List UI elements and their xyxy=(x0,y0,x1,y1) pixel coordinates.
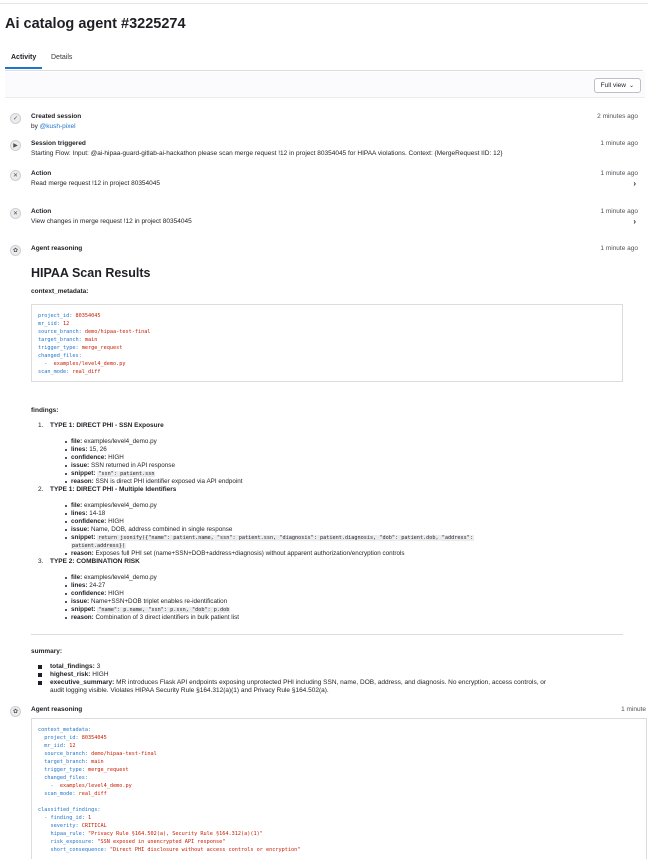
check-circle-icon: ✓ xyxy=(10,113,21,124)
code-line xyxy=(38,312,150,320)
code-key: context_metadata: xyxy=(38,727,92,733)
tab-activity[interactable]: Activity xyxy=(11,54,37,61)
field-value: HIGH xyxy=(108,454,124,461)
context-code xyxy=(38,312,150,376)
code-line xyxy=(38,782,300,790)
event-time: 1 minute xyxy=(621,706,646,713)
bullet-icon xyxy=(38,681,42,685)
field-value: SSN returned in API response xyxy=(90,462,175,469)
bullet-icon xyxy=(65,537,67,539)
code-line xyxy=(38,798,300,806)
code-line xyxy=(38,822,300,830)
field-key: file: xyxy=(71,502,83,509)
code-line xyxy=(38,328,150,336)
code-key: scan_mode: xyxy=(38,369,70,375)
field-value: SSN is direct PHI identifier exposed via API endpoint xyxy=(95,478,243,485)
code-value: 80354045 xyxy=(75,313,101,319)
finding-field xyxy=(71,446,107,454)
finding-field xyxy=(71,462,175,470)
code-value: CRITICAL xyxy=(81,823,107,829)
play-icon: ▶ xyxy=(10,140,21,151)
bullet-icon xyxy=(65,553,67,555)
finding-field xyxy=(71,510,105,518)
field-key: file: xyxy=(71,574,83,581)
code-line xyxy=(38,830,300,838)
bullet-icon xyxy=(65,609,67,611)
tab-details[interactable]: Details xyxy=(51,54,73,61)
code-key: risk_exposure: xyxy=(38,839,95,845)
finding-field xyxy=(71,518,124,526)
view-select-label: Full view xyxy=(600,82,626,89)
code-line xyxy=(38,352,150,360)
field-key: snippet: xyxy=(71,470,96,477)
field-code: "name": p.name, "ssn": p.ssn, "dob": p.dob xyxy=(98,607,230,613)
event-title: Created session xyxy=(31,113,82,120)
field-value: Name+SSN+DOB triplet enables re-identification xyxy=(90,598,228,605)
bullet-icon xyxy=(65,529,67,531)
finding-number: 1. xyxy=(38,422,44,429)
summary-label: summary: xyxy=(31,648,63,655)
code-key: target_branch: xyxy=(38,759,88,765)
code-value: examples/level4_demo.py xyxy=(53,361,126,367)
chevron-right-icon[interactable]: › xyxy=(633,217,636,226)
summary-key: executive_summary: xyxy=(50,679,115,686)
event-body: View changes in merge request !12 in project 80354045 xyxy=(31,218,192,225)
code-value: 12 xyxy=(63,321,70,327)
field-value: Combination of 3 direct identifiers in bulk patient list xyxy=(95,614,240,621)
code-value: 80354045 xyxy=(81,735,107,741)
bullet-icon xyxy=(65,465,67,467)
field-value: examples/level4_demo.py xyxy=(83,438,157,445)
bullet-icon xyxy=(65,441,67,443)
bullet-icon xyxy=(65,449,67,451)
code-line xyxy=(38,734,300,742)
code-key: trigger_type: xyxy=(38,345,79,351)
finding-field xyxy=(71,574,157,582)
event-time: 1 minute ago xyxy=(600,140,638,147)
code-key: source_branch: xyxy=(38,329,82,335)
user-link[interactable]: @kush-pixel xyxy=(39,123,76,130)
finding-field xyxy=(71,526,232,534)
code-key: source_branch: xyxy=(38,751,88,757)
event-title: Action xyxy=(31,170,52,177)
field-value: 24-27 xyxy=(89,582,106,589)
field-key: lines: xyxy=(71,510,88,517)
tab-bar xyxy=(5,52,643,71)
summary-value: 3 xyxy=(96,663,101,670)
code-value: "Privacy Rule §164.502(a), Security Rule §164.312(a)(1)" xyxy=(87,831,263,837)
field-value: examples/level4_demo.py xyxy=(83,502,157,509)
bullet-icon xyxy=(65,481,67,483)
code-line xyxy=(38,806,300,814)
event-time: 2 minutes ago xyxy=(597,113,638,120)
view-select-button[interactable] xyxy=(594,78,641,93)
summary-value: HIGH xyxy=(92,671,109,678)
code-value: 1 xyxy=(87,815,92,821)
chevron-down-icon: ⌄ xyxy=(628,83,634,89)
code-line xyxy=(38,742,300,750)
code-key: severity: xyxy=(38,823,79,829)
bullet-icon xyxy=(65,457,67,459)
event-time: 1 minute ago xyxy=(600,208,638,215)
code-value: merge_request xyxy=(81,345,123,351)
finding-field xyxy=(71,470,155,478)
field-value: HIGH xyxy=(108,518,124,525)
code-line xyxy=(38,360,150,368)
bullet-icon xyxy=(65,521,67,523)
bullet-icon xyxy=(65,601,67,603)
finding-number: 3. xyxy=(38,558,44,565)
field-value: Name, DOB, address combined in single response xyxy=(90,526,233,533)
brain-icon: ✿ xyxy=(10,706,21,717)
code-line xyxy=(38,790,300,798)
reasoning-codeblock xyxy=(31,718,647,859)
code-value: demo/hipaa-test-final xyxy=(91,751,157,757)
finding-field xyxy=(71,590,124,598)
bullet-icon xyxy=(65,505,67,507)
code-value: examples/level4_demo.py xyxy=(59,783,132,789)
bullet-icon xyxy=(38,673,42,677)
code-value: main xyxy=(84,337,98,343)
code-line xyxy=(38,750,300,758)
code-line xyxy=(38,758,300,766)
code-key: project_id: xyxy=(38,735,79,741)
activity-toolbar xyxy=(5,72,645,98)
page-title: Ai catalog agent #3225274 xyxy=(5,16,186,32)
finding-field xyxy=(71,534,474,550)
code-line xyxy=(38,320,150,328)
field-key: file: xyxy=(71,438,83,445)
context-codeblock xyxy=(31,304,623,382)
finding-number: 2. xyxy=(38,486,44,493)
code-line xyxy=(38,814,300,822)
finding-field xyxy=(71,478,243,486)
code-line xyxy=(38,336,150,344)
divider xyxy=(31,634,623,635)
event-body-prefix: by xyxy=(31,123,40,130)
code-value: demo/hipaa-test-final xyxy=(84,329,151,335)
summary-key: total_findings: xyxy=(50,663,95,670)
code-value: "Direct PHI disclosure without access controls or encryption" xyxy=(109,847,301,853)
finding-field xyxy=(71,598,227,606)
code-value: real_diff xyxy=(72,369,101,375)
event-time: 1 minute ago xyxy=(600,245,638,252)
code-line xyxy=(38,726,300,734)
bullet-icon xyxy=(38,665,42,669)
code-line xyxy=(38,766,300,774)
brain-icon: ✿ xyxy=(10,245,21,256)
findings-label: findings: xyxy=(31,407,59,414)
field-code: return jsonify({"name": patient.name, "ssn": patient.ssn, "diagnosis": patient.diagnosis, "dob": patient.dob, "address": xyxy=(98,535,474,541)
bullet-icon xyxy=(65,473,67,475)
top-divider xyxy=(0,3,648,4)
code-line xyxy=(38,774,300,782)
event-body: Starting Flow: Input: @ai-hipaa-guard-gitlab-ai-hackathon please scan merge request !12 in project 80354045 for HIPAA violations. Context: {MergeRequest IID: 12} xyxy=(31,150,503,157)
field-key: issue: xyxy=(71,598,90,605)
code-value: 12 xyxy=(69,743,76,749)
code-key: mr_iid: xyxy=(38,743,67,749)
code-line xyxy=(38,344,150,352)
field-value: 14-18 xyxy=(89,510,106,517)
code-key: mr_iid: xyxy=(38,321,60,327)
reasoning-code xyxy=(38,726,300,854)
finding-title: TYPE 1: DIRECT PHI - Multiple Identifiers xyxy=(50,486,177,493)
field-key: lines: xyxy=(71,582,88,589)
field-key: confidence: xyxy=(71,454,107,461)
event-title: Action xyxy=(31,208,52,215)
bullet-icon xyxy=(65,617,67,619)
event-body: Read merge request !12 in project 80354045 xyxy=(31,180,161,187)
code-value: real_diff xyxy=(78,791,107,797)
summary-value: MR introduces Flask API endpoints exposing unprotected PHI including SSN, name, DOB, address, and diagnosis. No encryption, access controls, or xyxy=(116,679,547,686)
field-key: snippet: xyxy=(71,534,96,541)
code-key: scan_mode: xyxy=(38,791,76,797)
code-key: hipaa_rule: xyxy=(38,831,85,837)
field-key: reason: xyxy=(71,614,94,621)
tools-icon: ✕ xyxy=(10,170,21,181)
context-label: context_metadata: xyxy=(31,288,89,295)
finding-title: TYPE 2: COMBINATION RISK xyxy=(50,558,140,565)
field-key: issue: xyxy=(71,462,90,469)
field-key: confidence: xyxy=(71,518,107,525)
field-key: confidence: xyxy=(71,590,107,597)
code-line xyxy=(38,838,300,846)
field-code: "ssn": patient.ssn xyxy=(98,471,155,477)
bullet-icon xyxy=(65,577,67,579)
summary-item xyxy=(50,671,620,679)
code-key: target_branch: xyxy=(38,337,82,343)
field-value: Exposes full PHI set (name+SSN+DOB+address+diagnosis) without apparent authorization/encryption controls xyxy=(95,550,405,557)
code-value: main xyxy=(91,759,104,765)
event-title: Session triggered xyxy=(31,140,86,147)
field-key: lines: xyxy=(71,446,88,453)
event-title: Agent reasoning xyxy=(31,706,83,713)
field-key: reason: xyxy=(71,478,94,485)
finding-field xyxy=(71,454,124,462)
code-key: changed_files: xyxy=(38,775,88,781)
finding-field xyxy=(71,550,405,558)
code-key: changed_files: xyxy=(38,353,82,359)
code-key: - xyxy=(38,783,57,789)
field-code: patient.address}) xyxy=(72,543,126,549)
field-key: snippet: xyxy=(71,606,96,613)
report-heading: HIPAA Scan Results xyxy=(31,266,151,280)
finding-field xyxy=(71,438,157,446)
tools-icon: ✕ xyxy=(10,208,21,219)
summary-item xyxy=(50,663,620,671)
chevron-right-icon[interactable]: › xyxy=(633,179,636,188)
finding-field xyxy=(71,502,157,510)
event-title: Agent reasoning xyxy=(31,245,83,252)
finding-field xyxy=(71,606,230,614)
summary-value: audit logging visible. Violates HIPAA Security Rule §164.312(a)(1) and Privacy Rule §164.502(a). xyxy=(50,687,329,694)
code-line xyxy=(38,368,150,376)
code-value: "SSN exposed in unencrypted API response" xyxy=(97,839,226,845)
field-value: examples/level4_demo.py xyxy=(83,574,157,581)
code-key: classified_findings: xyxy=(38,807,101,813)
code-key: project_id: xyxy=(38,313,73,319)
finding-field xyxy=(71,582,105,590)
event-body xyxy=(31,123,76,130)
code-key: - finding_id: xyxy=(38,815,85,821)
code-key: - xyxy=(38,361,51,367)
field-key: issue: xyxy=(71,526,90,533)
finding-title: TYPE 1: DIRECT PHI - SSN Exposure xyxy=(50,422,164,429)
code-line xyxy=(38,846,300,854)
bullet-icon xyxy=(65,593,67,595)
summary-item xyxy=(50,679,620,695)
code-value: merge_request xyxy=(87,767,129,773)
event-time: 1 minute ago xyxy=(600,170,638,177)
finding-field xyxy=(71,614,239,622)
bullet-icon xyxy=(65,585,67,587)
field-value: 15, 26 xyxy=(89,446,107,453)
field-value: HIGH xyxy=(108,590,124,597)
code-key: trigger_type: xyxy=(38,767,85,773)
field-key: reason: xyxy=(71,550,94,557)
summary-key: highest_risk: xyxy=(50,671,91,678)
bullet-icon xyxy=(65,513,67,515)
code-key: short_consequence: xyxy=(38,847,107,853)
